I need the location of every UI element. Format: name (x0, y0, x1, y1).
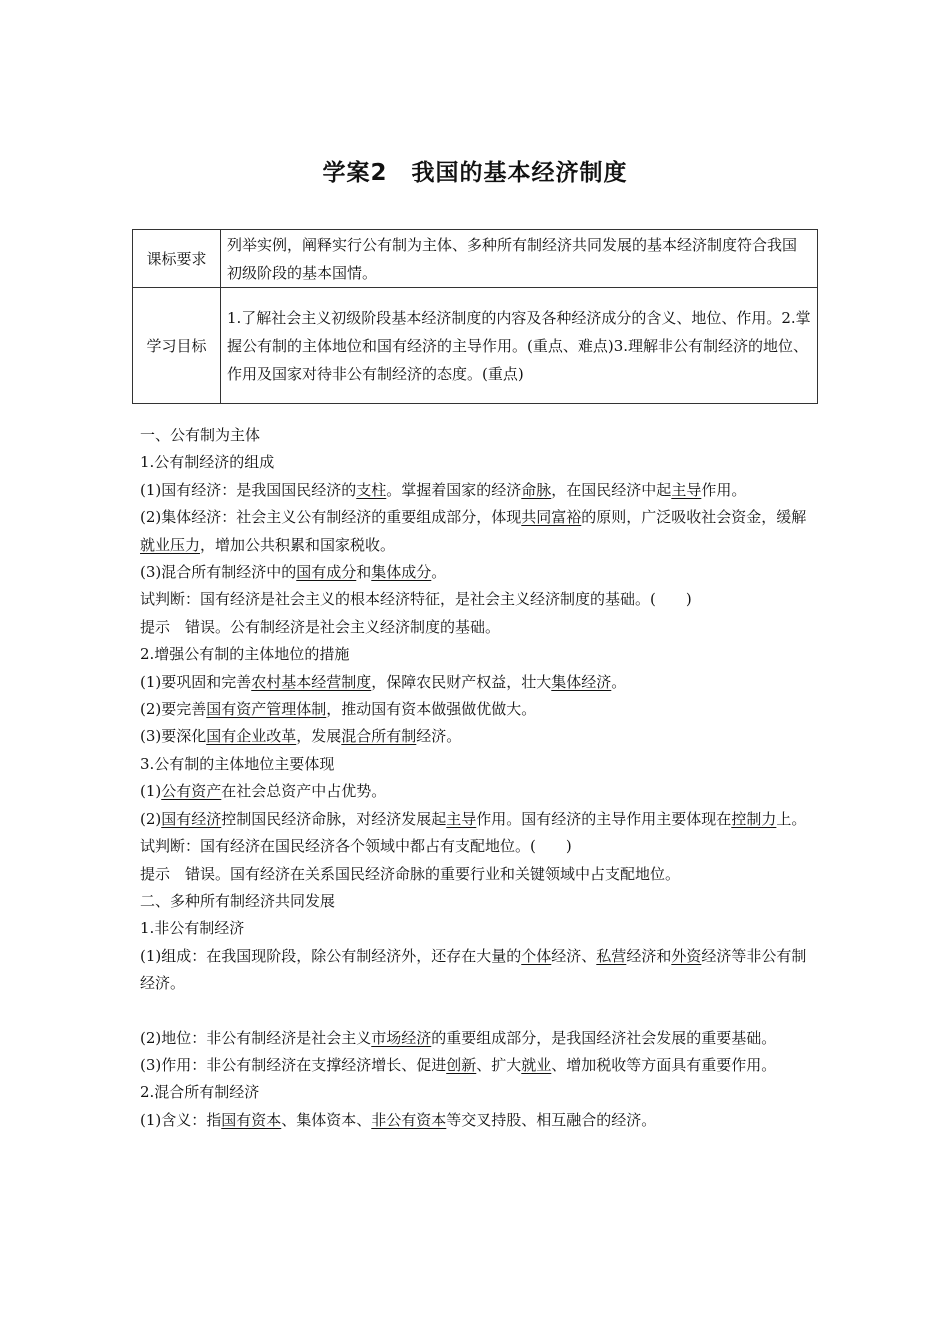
text-line (140, 641, 816, 668)
underlined-term: 控制力 (731, 809, 777, 828)
text-segment: 的原则，广泛吸收社会资金，缓解 (581, 508, 807, 527)
row-content: 1.了解社会主义初级阶段基本经济制度的内容及各种经济成分的含义、地位、作用。2.掌握公有制的主体地位和国有经济的主导作用。(重点、难点)3.理解非公有制经济的地位、作用及国家对待非公有制经济的态度。(重点) (221, 288, 818, 404)
underlined-term: 共同富裕 (521, 508, 582, 527)
text-segment: (3)作用：非公有制经济在支撑经济增长、促进 (140, 1055, 447, 1074)
text-segment: 等交叉持股、相互融合的经济。 (446, 1110, 657, 1129)
text-line (140, 861, 816, 888)
text-segment: (1)组成：在我国现阶段，除公有制经济外，还存在大量的 (140, 946, 522, 965)
underlined-term: 支柱 (356, 480, 387, 499)
text-line (140, 449, 816, 476)
underlined-term: 就业压力 (140, 535, 201, 554)
underlined-term: 国有成分 (296, 563, 357, 582)
underlined-term: 主导 (671, 480, 702, 499)
text-segment: ，保障农民财产权益，壮大 (371, 672, 552, 691)
text-segment: 在社会总资产中占优势。 (221, 782, 387, 801)
row-label: 学习目标 (133, 288, 221, 404)
text-line (140, 833, 816, 860)
text-segment: 经济等非公有制经济。 (140, 946, 807, 993)
text-line (140, 888, 816, 915)
text-segment: 上。 (776, 809, 807, 828)
text-segment: 的重要组成部分，是我国经济社会发展的重要基础。 (431, 1028, 777, 1047)
underlined-term: 国有企业改革 (206, 727, 297, 746)
text-segment: 、增加税收等方面具有重要作用。 (551, 1055, 777, 1074)
text-line (140, 1079, 816, 1106)
underlined-term: 混合所有制 (341, 727, 417, 746)
text-line (140, 915, 816, 942)
text-line (140, 723, 816, 750)
text-segment: (2) (140, 809, 162, 828)
text-line (140, 1025, 816, 1052)
text-line (140, 422, 816, 449)
underlined-term: 命脉 (521, 480, 552, 499)
row-label: 课标要求 (133, 230, 221, 288)
underlined-term: 集体成分 (371, 563, 432, 582)
text-segment: 1.非公有制经济 (140, 919, 245, 938)
text-segment: 控制国民经济命脉，对经济发展起 (221, 809, 447, 828)
text-segment: 、扩大 (476, 1055, 522, 1074)
text-line (140, 586, 816, 613)
text-segment: 一、公有制为主体 (140, 426, 261, 444)
text-line (140, 778, 816, 805)
text-line (140, 477, 816, 504)
text-segment: (1)含义：指 (140, 1110, 222, 1129)
underlined-term: 国有经济 (161, 809, 222, 828)
page-title: 学案2 我国的基本经济制度 (322, 160, 628, 186)
table-row (133, 288, 818, 404)
underlined-term: 集体经济 (551, 672, 612, 691)
text-segment: 。 (431, 563, 447, 582)
underlined-term: 国有资本 (221, 1110, 282, 1129)
text-segment: 。掌握着国家的经济 (386, 480, 522, 499)
underlined-term: 市场经济 (371, 1028, 432, 1047)
text-line (140, 614, 816, 641)
text-segment: (3)要深化 (140, 727, 207, 746)
text-segment: (2)集体经济：社会主义公有制经济的重要组成部分，体现 (140, 508, 522, 527)
text-segment: ，在国民经济中起 (551, 480, 672, 499)
text-segment: 提示 错误。国有经济在关系国民经济命脉的重要行业和关键领域中占支配地位。 (140, 864, 681, 883)
underlined-term: 非公有资本 (371, 1110, 447, 1129)
text-segment: 作用。国有经济的主导作用主要体现在 (476, 809, 732, 828)
underlined-term: 就业 (521, 1055, 552, 1074)
text-line (140, 751, 816, 778)
text-segment: (1)国有经济：是我国国民经济的 (140, 480, 357, 499)
underlined-term: 个体 (521, 946, 552, 965)
text-segment: (3)混合所有制经济中的 (140, 563, 297, 582)
text-segment: 3.公有制的主体地位主要体现 (140, 754, 335, 773)
text-segment: 二、多种所有制经济共同发展 (140, 891, 336, 910)
underlined-term: 主导 (446, 809, 477, 828)
text-line (140, 943, 816, 998)
text-segment: (2)要完善 (140, 700, 207, 719)
text-line (140, 1107, 816, 1134)
document-body (140, 422, 816, 1134)
text-line (140, 696, 816, 723)
text-segment: (1) (140, 782, 162, 801)
underlined-term: 创新 (446, 1055, 477, 1074)
text-segment: ，增加公共积累和国家税收。 (200, 535, 396, 554)
text-line (140, 504, 816, 559)
text-segment: 2.混合所有制经济 (140, 1083, 260, 1102)
underlined-term: 公有资产 (161, 782, 222, 801)
underlined-term: 外资 (671, 946, 702, 965)
text-segment: 试判断：国有经济是社会主义的根本经济特征，是社会主义经济制度的基础。( ) (140, 590, 692, 609)
blank-line (140, 998, 816, 1025)
text-segment: 试判断：国有经济在国民经济各个领域中都占有支配地位。( ) (140, 837, 572, 856)
row-content: 列举实例，阐释实行公有制为主体、多种所有制经济共同发展的基本经济制度符合我国初级阶段的基本国情。 (221, 230, 818, 288)
text-segment: 经济。 (416, 727, 462, 746)
text-segment: 经济和 (626, 946, 672, 965)
underlined-term: 农村基本经营制度 (251, 672, 372, 691)
text-line (140, 559, 816, 586)
requirements-table (132, 229, 818, 404)
text-segment: ，推动国有资本做强做优做大。 (326, 700, 537, 719)
text-segment: 、集体资本、 (281, 1110, 372, 1129)
underlined-term: 私营 (596, 946, 627, 965)
text-segment: (2)地位：非公有制经济是社会主义 (140, 1028, 372, 1047)
text-line (140, 669, 816, 696)
text-line (140, 1052, 816, 1079)
underlined-term: 国有资产管理体制 (206, 700, 327, 719)
text-segment: 和 (356, 563, 372, 582)
text-segment: 。 (611, 672, 627, 691)
text-segment: (1)要巩固和完善 (140, 672, 252, 691)
text-segment: 提示 错误。公有制经济是社会主义经济制度的基础。 (140, 617, 501, 636)
text-segment: 作用。 (701, 480, 747, 499)
table-row (133, 230, 818, 288)
text-line (140, 806, 816, 833)
text-segment: 2.增强公有制的主体地位的措施 (140, 645, 350, 664)
text-segment: 经济、 (551, 946, 597, 965)
text-segment: 1.公有制经济的组成 (140, 453, 275, 472)
text-segment: ，发展 (296, 727, 342, 746)
